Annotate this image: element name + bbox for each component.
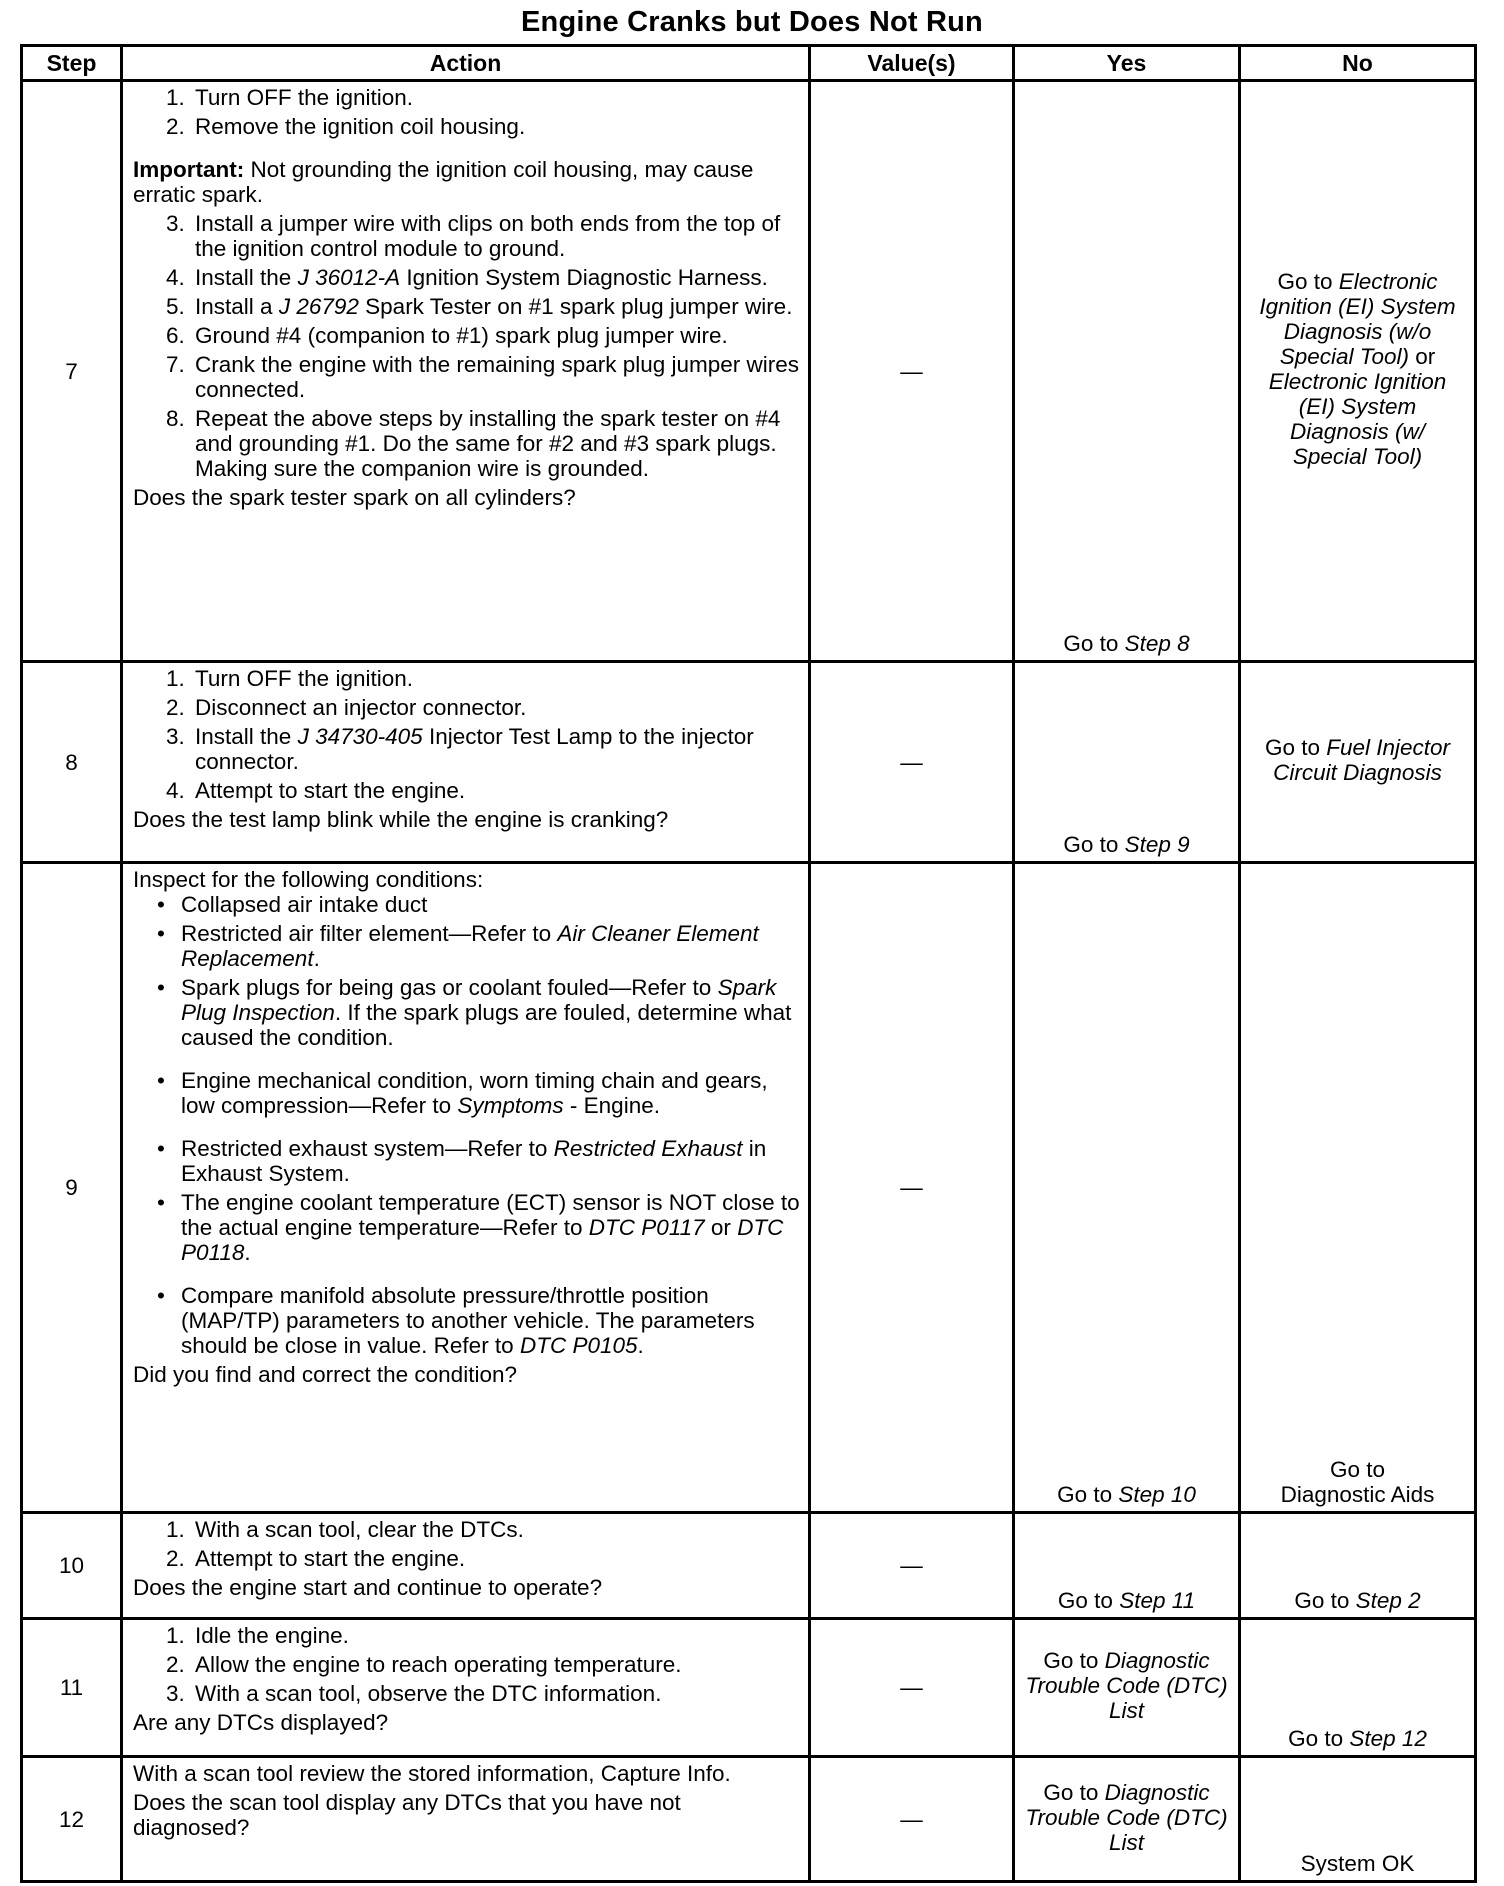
action-item: 1. Turn OFF the ignition. bbox=[191, 666, 800, 691]
action-item: 1. Turn OFF the ignition. bbox=[191, 85, 800, 110]
header-action: Action bbox=[122, 46, 810, 81]
procedure-link[interactable]: Diagnostic Trouble Code (DTC) List bbox=[1025, 1779, 1228, 1855]
action-cell bbox=[122, 662, 810, 863]
no-cell: Go to Diagnostic Aids bbox=[1240, 863, 1476, 1513]
no-cell bbox=[1240, 1757, 1476, 1882]
tool-reference: J 26792 bbox=[278, 294, 359, 319]
condition-item: • Engine mechanical condition, worn timing chain and gears, low compression—Refer to Symptoms - Engine. bbox=[181, 1068, 800, 1118]
table-row-step-7 bbox=[22, 81, 1476, 662]
tool-reference: J 36012-A bbox=[297, 265, 401, 290]
yes-cell: Go to Step 10 bbox=[1014, 863, 1240, 1513]
question: Does the test lamp blink while the engine is cranking? bbox=[133, 807, 669, 832]
condition-item: • Collapsed air intake duct bbox=[181, 892, 800, 917]
step-link[interactable]: Step 8 bbox=[1124, 631, 1190, 656]
action-item: 2. Allow the engine to reach operating temperature. bbox=[191, 1652, 800, 1677]
diagnostic-aids-link[interactable]: Diagnostic Aids bbox=[1280, 1482, 1435, 1507]
important-note bbox=[133, 157, 800, 207]
action-item: 2. Attempt to start the engine. bbox=[191, 1546, 800, 1571]
value-cell: — bbox=[810, 81, 1014, 662]
header-step: Step bbox=[22, 46, 122, 81]
action-item: 4. Install the J 36012-A Ignition System Diagnostic Harness. bbox=[191, 265, 800, 290]
value-cell: — bbox=[810, 1513, 1014, 1619]
question: Does the scan tool display any DTCs that you have not diagnosed? bbox=[133, 1790, 681, 1840]
dtc-reference[interactable]: DTC P0117 bbox=[588, 1215, 705, 1240]
step-number: 12 bbox=[22, 1757, 122, 1882]
step-number: 9 bbox=[22, 863, 122, 1513]
no-cell: Go to Fuel Injector Circuit Diagnosis bbox=[1240, 662, 1476, 863]
procedure-reference[interactable]: Spark Plug Inspection bbox=[181, 975, 777, 1025]
action-cell bbox=[122, 1513, 810, 1619]
step-link[interactable]: Step 9 bbox=[1124, 832, 1190, 857]
yes-cell: Go to Diagnostic Trouble Code (DTC) List bbox=[1014, 1619, 1240, 1757]
inspect-intro: Inspect for the following conditions: bbox=[133, 867, 484, 892]
dtc-reference[interactable]: DTC P0105 bbox=[519, 1333, 638, 1358]
question: Are any DTCs displayed? bbox=[133, 1710, 389, 1735]
step-link[interactable]: Step 11 bbox=[1119, 1588, 1196, 1613]
yes-cell: Go to Step 11 bbox=[1014, 1513, 1240, 1619]
table-row-step-8 bbox=[22, 662, 1476, 863]
step-number: 11 bbox=[22, 1619, 122, 1757]
header-no: No bbox=[1240, 46, 1476, 81]
system-ok-text: System OK bbox=[1300, 1851, 1415, 1876]
value-cell: — bbox=[810, 1619, 1014, 1757]
yes-cell: Go to Step 8 bbox=[1014, 81, 1240, 662]
value-cell: — bbox=[810, 662, 1014, 863]
action-item: 6. Ground #4 (companion to #1) spark plug jumper wire. bbox=[191, 323, 800, 348]
action-cell bbox=[122, 81, 810, 662]
condition-item: • The engine coolant temperature (ECT) sensor is NOT close to the actual engine temperature—Refer to DTC P0117 or DTC P0118. bbox=[181, 1190, 800, 1265]
header-yes: Yes bbox=[1014, 46, 1240, 81]
action-item: 3. Install the J 34730-405 Injector Test Lamp to the injector connector. bbox=[191, 724, 800, 774]
action-cell bbox=[122, 1757, 810, 1882]
value-cell: — bbox=[810, 1757, 1014, 1882]
table-row-step-10 bbox=[22, 1513, 1476, 1619]
step-number: 7 bbox=[22, 81, 122, 662]
no-cell: Go to Step 2 bbox=[1240, 1513, 1476, 1619]
diagnostic-table bbox=[20, 44, 1477, 1883]
step-number: 8 bbox=[22, 662, 122, 863]
page-title: Engine Cranks but Does Not Run bbox=[521, 6, 983, 38]
action-cell bbox=[122, 1619, 810, 1757]
step-link[interactable]: Step 12 bbox=[1349, 1726, 1427, 1751]
question: Does the engine start and continue to operate? bbox=[133, 1575, 603, 1600]
no-cell: Go to Step 12 bbox=[1240, 1619, 1476, 1757]
step-link[interactable]: Step 2 bbox=[1355, 1588, 1421, 1613]
condition-item: • Compare manifold absolute pressure/throttle position (MAP/TP) parameters to another vehicle. The parameters should be close in value. Refer to DTC P0105. bbox=[181, 1283, 800, 1358]
action-item: 7. Crank the engine with the remaining spark plug jumper wires connected. bbox=[191, 352, 800, 402]
no-cell: Go to Electronic Ignition (EI) System Diagnosis (w/o Special Tool) or Electronic Ignition (EI) System Diagnosis (w/ Special Tool) bbox=[1240, 81, 1476, 662]
question: Does the spark tester spark on all cylinders? bbox=[133, 485, 576, 510]
header-row bbox=[22, 46, 1476, 81]
condition-item: • Spark plugs for being gas or coolant fouled—Refer to Spark Plug Inspection. If the spark plugs are fouled, determine what caused the condition. bbox=[181, 975, 800, 1050]
action-item: 3. Install a jumper wire with clips on both ends from the top of the ignition control module to ground. bbox=[191, 211, 800, 261]
yes-cell: Go to Diagnostic Trouble Code (DTC) List bbox=[1014, 1757, 1240, 1882]
procedure-link[interactable]: Diagnostic Trouble Code (DTC) List bbox=[1025, 1648, 1228, 1723]
action-item: 2. Remove the ignition coil housing. bbox=[191, 114, 800, 139]
step-number: 10 bbox=[22, 1513, 122, 1619]
condition-item: • Restricted exhaust system—Refer to Restricted Exhaust in Exhaust System. bbox=[181, 1136, 800, 1186]
yes-cell: Go to Step 9 bbox=[1014, 662, 1240, 863]
action-text: With a scan tool review the stored information, Capture Info. bbox=[133, 1761, 731, 1786]
action-item: 2. Disconnect an injector connector. bbox=[191, 695, 800, 720]
dtc-reference[interactable]: DTC P0118 bbox=[181, 1215, 784, 1265]
header-values: Value(s) bbox=[810, 46, 1014, 81]
procedure-link[interactable]: Electronic Ignition (EI) System Diagnosis (w/o Special Tool) bbox=[1259, 269, 1456, 369]
procedure-link[interactable]: Fuel Injector Circuit Diagnosis bbox=[1273, 735, 1451, 785]
condition-item: • Restricted air filter element—Refer to Air Cleaner Element Replacement. bbox=[181, 921, 800, 971]
action-item: 4. Attempt to start the engine. bbox=[191, 778, 800, 803]
procedure-reference[interactable]: Air Cleaner Element Replacement bbox=[181, 921, 759, 971]
action-cell bbox=[122, 863, 810, 1513]
tool-reference: J 34730-405 bbox=[297, 724, 423, 749]
action-item: 5. Install a J 26792 Spark Tester on #1 spark plug jumper wire. bbox=[191, 294, 800, 319]
procedure-reference[interactable]: Symptoms bbox=[457, 1093, 564, 1118]
table-row-step-11 bbox=[22, 1619, 1476, 1757]
procedure-link[interactable]: Electronic Ignition (EI) System Diagnosis (w/ Special Tool) bbox=[1268, 369, 1447, 469]
action-item: 1. Idle the engine. bbox=[191, 1623, 800, 1648]
table-row-step-9 bbox=[22, 863, 1476, 1513]
step-link[interactable]: Step 10 bbox=[1118, 1482, 1196, 1507]
important-text: Not grounding the ignition coil housing, may cause erratic spark. bbox=[133, 157, 754, 207]
table-row-step-12 bbox=[22, 1757, 1476, 1882]
important-label: Important: bbox=[133, 157, 245, 182]
action-item: 8. Repeat the above steps by installing the spark tester on #4 and grounding #1. Do the same for #2 and #3 spark plugs. Making sure the companion wire is grounded. bbox=[191, 406, 800, 481]
action-item: 1. With a scan tool, clear the DTCs. bbox=[191, 1517, 800, 1542]
question: Did you find and correct the condition? bbox=[133, 1362, 517, 1387]
value-cell: — bbox=[810, 863, 1014, 1513]
action-item: 3. With a scan tool, observe the DTC information. bbox=[191, 1681, 800, 1706]
procedure-reference[interactable]: Restricted Exhaust bbox=[553, 1136, 743, 1161]
